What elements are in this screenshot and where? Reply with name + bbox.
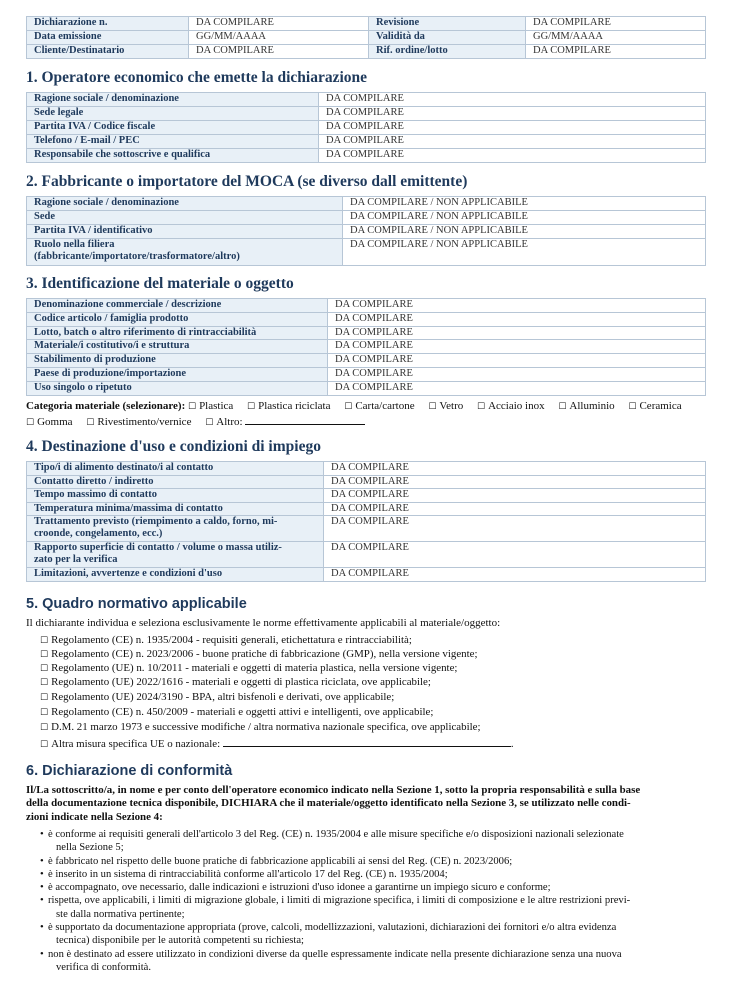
checkbox-icon[interactable]: ☐ — [40, 693, 49, 703]
section-5-intro: Il dichiarante individua e seleziona esclusivamente le norme effettivamente applicabili al materiale/oggetto: — [26, 617, 501, 629]
table-row-label: Temperatura minima/massima di contatto — [27, 502, 324, 516]
regulation-label: Regolamento (UE) 2022/1616 - materiali e oggetti di plastica riciclata, ove applicabile; — [51, 676, 431, 688]
table-row-label — [27, 516, 324, 542]
bullet-text: è inserito in un sistema di rintracciabilità conforme all'articolo 17 del Reg. (CE) n. 1935/2004; — [48, 868, 448, 880]
table-row-value[interactable]: DA COMPILARE — [328, 312, 706, 326]
list-item — [34, 868, 706, 881]
bullet-text: non è destinato ad essere utilizzato in condizioni diverse da quelle espressamente indicate nella presente dichiarazione senza una nuova — [48, 948, 622, 960]
checkbox-icon[interactable]: ☐ — [40, 708, 49, 718]
category-option[interactable] — [26, 416, 73, 428]
bullet-text: è supportato da documentazione appropriata (prove, calcoli, modellizzazioni, valutazioni, dichiarazioni dei fornitori e/o altra evidenza — [48, 922, 617, 934]
header-table — [26, 16, 706, 59]
order-ref-field[interactable]: DA COMPILARE — [526, 45, 706, 59]
bullet-icon: • — [40, 868, 44, 880]
table-row-value[interactable]: DA COMPILARE — [319, 149, 706, 163]
checkbox-icon[interactable]: ☐ — [187, 402, 197, 412]
category-option[interactable] — [188, 400, 233, 412]
table-row-value[interactable]: DA COMPILARE — [328, 381, 706, 395]
intro-line: della documentazione tecnica disponibile, DICHIARA che il materiale/oggetto identificato nella Sezione 3, se utilizzato nelle condi- — [26, 797, 631, 810]
table-row-value[interactable]: DA COMPILARE / NON APPLICABILE — [343, 239, 706, 266]
table-row-label: Telefono / E-mail / PEC — [27, 135, 319, 149]
treatment-label-line-2: croonde, congelamento, ecc.) — [34, 528, 163, 540]
role-label-line-1: Ruolo nella filiera — [34, 239, 115, 250]
checkbox-icon[interactable]: ☐ — [476, 402, 486, 412]
checkbox-icon[interactable]: ☐ — [40, 740, 49, 750]
bullet-icon: • — [40, 829, 44, 840]
issue-date-field[interactable]: GG/MM/AAAA — [189, 31, 369, 45]
regulation-item[interactable] — [40, 634, 412, 648]
checkbox-icon[interactable]: ☐ — [558, 402, 567, 412]
list-item — [34, 855, 706, 868]
material-category-row-2 — [26, 414, 365, 430]
table-row-value[interactable]: DA COMPILARE — [319, 135, 706, 149]
list-item — [34, 948, 706, 975]
table-row-label: Lotto, batch o altro riferimento di rintracciabilità — [27, 326, 328, 340]
checkbox-icon[interactable]: ☐ — [628, 402, 637, 412]
table-row-label: Partita IVA / Codice fiscale — [27, 121, 319, 135]
table-row-label: Codice articolo / famiglia prodotto — [27, 312, 328, 326]
table-row-value[interactable]: DA COMPILARE — [319, 107, 706, 121]
material-category-row — [26, 400, 682, 414]
customer-field[interactable]: DA COMPILARE — [189, 45, 369, 59]
category-option[interactable] — [428, 400, 463, 412]
table-row-value[interactable]: DA COMPILARE / NON APPLICABILE — [343, 211, 706, 225]
list-item — [34, 881, 706, 894]
category-label: Rivestimento/vernice — [97, 416, 192, 428]
table-row-value[interactable]: DA COMPILARE / NON APPLICABILE — [343, 225, 706, 239]
category-label: Acciaio inox — [488, 400, 545, 412]
regulation-item[interactable] — [40, 721, 481, 735]
table-row-label: Sede — [27, 211, 343, 225]
section-4-table — [26, 461, 706, 582]
section-1-title: 1. Operatore economico che emette la dichiarazione — [26, 69, 368, 86]
table-row-label — [27, 239, 343, 266]
table-row-label: Denominazione commerciale / descrizione — [27, 299, 328, 313]
regulation-label: Altra misura specifica UE o nazionale: — [51, 738, 221, 750]
checkbox-icon[interactable]: ☐ — [40, 678, 49, 688]
regulation-label: Regolamento (CE) n. 2023/2006 - buone pratiche di fabbricazione (GMP), nella versione vigente; — [51, 648, 478, 660]
category-option-other[interactable] — [205, 416, 365, 428]
section-5-title: 5. Quadro normativo applicabile — [26, 596, 247, 612]
section-3-title: 3. Identificazione del materiale o oggetto — [26, 275, 294, 292]
table-row-value[interactable]: DA COMPILARE — [328, 340, 706, 354]
table-row-label: Ragione sociale / denominazione — [27, 93, 319, 107]
list-item — [34, 828, 706, 855]
category-label: Vetro — [439, 400, 464, 412]
category-option[interactable] — [344, 400, 414, 412]
table-row-value[interactable]: DA COMPILARE — [319, 93, 706, 107]
bullet-icon: • — [40, 895, 44, 907]
regulation-label: Regolamento (UE) n. 10/2011 - materiali e oggetti di materia plastica, nella versione vigente; — [51, 662, 458, 674]
checkbox-icon[interactable]: ☐ — [344, 402, 353, 412]
declaration-number-label: Dichiarazione n. — [27, 17, 189, 31]
list-item — [34, 921, 706, 948]
category-option[interactable] — [86, 416, 191, 428]
bullet-text-cont: nella Sezione 5; — [56, 842, 124, 854]
checkbox-icon[interactable]: ☐ — [428, 402, 437, 412]
table-row-value[interactable]: DA COMPILARE / NON APPLICABILE — [343, 197, 706, 211]
category-label: Plastica — [199, 400, 234, 412]
category-label: Ceramica — [639, 400, 682, 412]
conformity-list — [26, 828, 706, 974]
category-label: Carta/cartone — [355, 400, 415, 412]
customer-label: Cliente/Destinatario — [27, 45, 189, 59]
checkbox-icon[interactable]: ☐ — [40, 650, 49, 660]
regulation-label: D.M. 21 marzo 1973 e successive modifiche / altra normativa nazionale specifica, ove applicabile; — [51, 721, 481, 733]
table-row-label: Paese di produzione/importazione — [27, 367, 328, 381]
regulation-label: Regolamento (CE) n. 450/2009 - materiali e oggetti attivi e intelligenti, ove applicabile; — [51, 706, 434, 718]
table-row-label: Uso singolo o ripetuto — [27, 381, 328, 395]
category-label: Alluminio — [569, 400, 615, 412]
table-row-value[interactable]: DA COMPILARE — [328, 299, 706, 313]
table-row-value[interactable]: DA COMPILARE — [328, 354, 706, 368]
checkbox-icon[interactable]: ☐ — [40, 636, 49, 646]
bullet-text-cont: verifica di conformità. — [56, 961, 152, 973]
material-category-label: Categoria materiale (selezionare): — [26, 400, 186, 412]
table-row-value[interactable]: DA COMPILARE — [324, 489, 706, 503]
checkbox-icon[interactable]: ☐ — [40, 664, 49, 674]
regulation-label: Regolamento (UE) 2024/3190 - BPA, altri bisfenoli e derivati, ove applicabile; — [51, 691, 395, 703]
bullet-icon: • — [40, 922, 44, 934]
checkbox-icon[interactable]: ☐ — [26, 418, 35, 428]
table-row-label: Limitazioni, avvertenze e condizioni d'uso — [27, 568, 324, 582]
treatment-label-line-1: Trattamento previsto (riempimento a caldo, forno, mi- — [34, 516, 278, 528]
order-ref-label: Rif. ordine/lotto — [369, 45, 526, 59]
checkbox-icon[interactable]: ☐ — [86, 418, 95, 428]
bullet-text: è fabbricato nel rispetto delle buone pratiche di fabbricazione applicabili ai sensi del Reg. (CE) n. 2023/2006; — [48, 855, 513, 867]
regulation-item[interactable] — [40, 662, 457, 676]
table-row-value[interactable]: DA COMPILARE — [328, 326, 706, 340]
regulation-item-other[interactable]: ☐ Altra misura specifica UE o nazionale: . — [40, 738, 514, 750]
table-row-label: Responsabile che sottoscrive e qualifica — [27, 149, 319, 163]
table-row-value[interactable]: DA COMPILARE — [319, 121, 706, 135]
other-regulation-field[interactable] — [223, 736, 511, 747]
intro-line: Il/La sottoscritto/a, in nome e per conto dell'operatore economico indicato nella Sezione 1, sotto la propria responsabilità e sulla base — [26, 784, 641, 796]
table-row-value[interactable]: DA COMPILARE — [324, 502, 706, 516]
bullet-text: è accompagnato, ove necessario, dalle indicazioni e istruzioni d'uso idonee a garantirne un impiego sicuro e conforme; — [48, 882, 551, 894]
regulation-item[interactable] — [40, 676, 431, 690]
regulation-item[interactable] — [40, 648, 478, 662]
category-label: Plastica riciclata — [258, 400, 331, 412]
table-row-value[interactable]: DA COMPILARE — [324, 516, 706, 542]
role-label-line-2: (fabbricante/importatore/trasformatore/altro) — [34, 251, 240, 262]
category-option[interactable] — [477, 400, 545, 412]
other-material-field[interactable] — [245, 414, 365, 425]
bullet-text: rispetta, ove applicabili, i limiti di migrazione globale, i limiti di migrazione specifica, i limiti di composizione e le altre restrizioni previ- — [48, 895, 631, 907]
table-row-label: Partita IVA / identificativo — [27, 225, 343, 239]
bullet-icon: • — [40, 855, 44, 867]
valid-from-label: Validità da — [369, 31, 526, 45]
checkbox-icon[interactable]: ☐ — [247, 402, 256, 412]
section-6-intro — [26, 784, 706, 824]
list-item — [34, 894, 706, 921]
table-row-label — [27, 542, 324, 568]
category-option[interactable] — [558, 400, 614, 412]
table-row-value[interactable]: DA COMPILARE — [328, 367, 706, 381]
revision-label: Revisione — [369, 17, 526, 31]
bullet-icon: • — [40, 882, 44, 894]
table-row-label: Stabilimento di produzione — [27, 354, 328, 368]
checkbox-icon[interactable]: ☐ — [205, 418, 214, 428]
section-4-title: 4. Destinazione d'uso e condizioni di impiego — [26, 438, 321, 455]
valid-from-field[interactable]: GG/MM/AAAA — [526, 31, 706, 45]
bullet-text-cont: tecnica) disponibile per le autorità competenti su richiesta; — [56, 935, 304, 947]
category-option[interactable] — [628, 400, 681, 412]
declaration-number-field[interactable]: DA COMPILARE — [189, 17, 369, 31]
category-label: Gomma — [37, 416, 73, 428]
table-row-label: Contatto diretto / indiretto — [27, 475, 324, 489]
section-2-title: 2. Fabbricante o importatore del MOCA (se diverso dall emittente) — [26, 173, 468, 190]
table-row-value[interactable]: DA COMPILARE — [324, 475, 706, 489]
checkbox-icon[interactable]: ☐ — [40, 723, 49, 733]
intro-line: zioni indicate nella Sezione 4: — [26, 810, 163, 823]
section-3-table — [26, 298, 706, 396]
bullet-text-cont: ste dalla normativa pertinente; — [56, 908, 185, 920]
regulation-item[interactable] — [40, 706, 433, 720]
table-row-value[interactable]: DA COMPILARE — [324, 568, 706, 582]
table-row-label: Ragione sociale / denominazione — [27, 197, 343, 211]
table-row-value[interactable]: DA COMPILARE — [324, 462, 706, 476]
table-row-value[interactable]: DA COMPILARE — [324, 542, 706, 568]
regulation-label: Regolamento (CE) n. 1935/2004 - requisiti generali, etichettatura e rintracciabilità; — [51, 634, 412, 646]
table-row-label: Tempo massimo di contatto — [27, 489, 324, 503]
section-6-title: 6. Dichiarazione di conformità — [26, 763, 233, 779]
bullet-text: è conforme ai requisiti generali dell'articolo 3 del Reg. (CE) n. 1935/2004 e alle misure specifiche e/o disposizioni nazionali selezionate — [48, 829, 624, 840]
bullet-icon: • — [40, 948, 44, 960]
ratio-label-line-2: zato per la verifica — [34, 554, 118, 566]
ratio-label-line-1: Rapporto superficie di contatto / volume o massa utiliz- — [34, 542, 282, 554]
table-row-label: Sede legale — [27, 107, 319, 121]
revision-field[interactable]: DA COMPILARE — [526, 17, 706, 31]
section-2-table — [26, 196, 706, 266]
table-row-label: Tipo/i di alimento destinato/i al contatto — [27, 462, 324, 476]
category-label: Altro: — [216, 416, 243, 428]
category-option[interactable] — [247, 400, 330, 412]
regulation-item[interactable] — [40, 691, 394, 705]
issue-date-label: Data emissione — [27, 31, 189, 45]
table-row-label: Materiale/i costitutivo/i e struttura — [27, 340, 328, 354]
section-1-table — [26, 92, 706, 163]
